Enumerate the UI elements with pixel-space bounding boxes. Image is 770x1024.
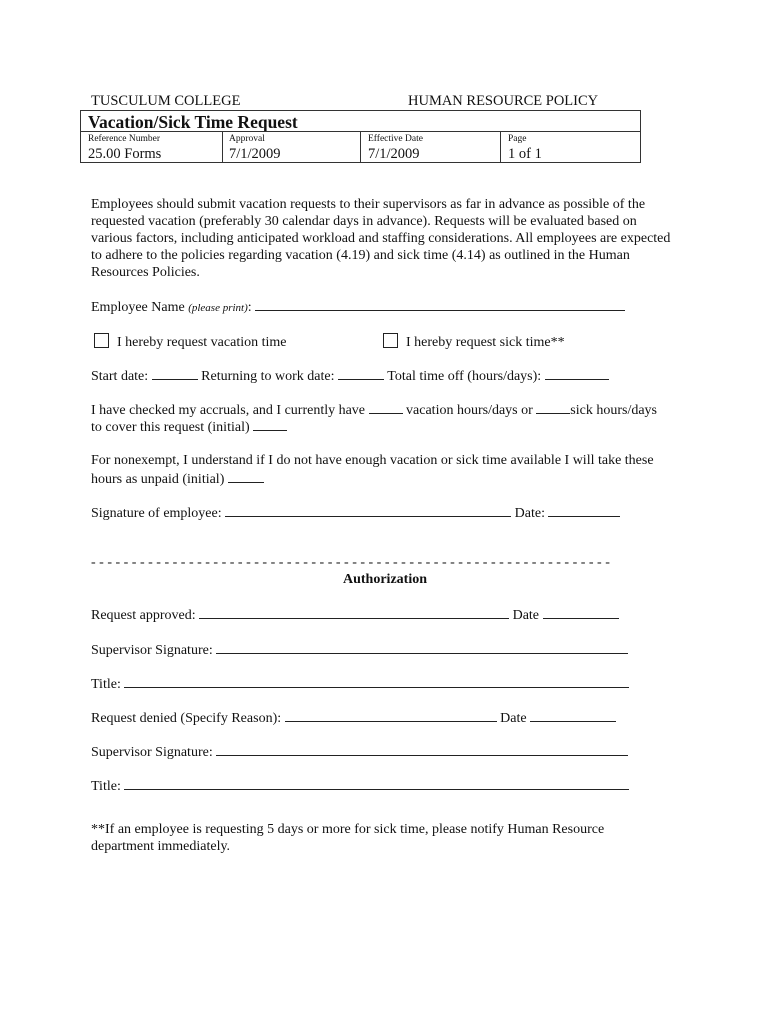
sick-checkbox-label: I hereby request sick time** — [406, 335, 565, 350]
returning-date-label: Returning to work date: — [201, 369, 335, 384]
accruals-row-2 — [91, 418, 287, 436]
signature-row — [91, 504, 620, 522]
employee-name-hint: (please print) — [188, 302, 248, 314]
employee-date-field[interactable] — [548, 504, 620, 517]
college-name: TUSCULUM COLLEGE — [91, 93, 241, 109]
title-row-2 — [91, 777, 629, 795]
employee-signature-field[interactable] — [225, 504, 511, 517]
supervisor-signature-row-1 — [91, 641, 628, 659]
sick-time-footnote: **If an employee is requesting 5 days or more for sick time, please notify Human Resource department immediately. — [91, 822, 605, 854]
denied-date-label: Date — [500, 711, 527, 726]
reference-number-label: Reference Number — [88, 134, 161, 144]
table-column-divider — [222, 131, 223, 162]
title-field-2[interactable] — [124, 777, 629, 790]
table-column-divider — [500, 131, 501, 162]
request-approved-row — [91, 606, 619, 624]
vacation-request-option[interactable] — [94, 333, 286, 351]
authorization-heading: Authorization — [343, 572, 427, 587]
supervisor-signature-label-2: Supervisor Signature: — [91, 745, 213, 760]
sick-checkbox[interactable] — [383, 333, 398, 348]
employee-name-label: Employee Name — [91, 300, 185, 315]
page-label: Page — [508, 134, 527, 144]
employee-name-colon: : — [247, 300, 252, 315]
effective-date-label: Effective Date — [368, 134, 423, 144]
nonexempt-row-2 — [91, 470, 264, 488]
vacation-checkbox-label: I hereby request vacation time — [117, 335, 287, 350]
total-time-off-label: Total time off (hours/days): — [387, 369, 542, 384]
approval-value: 7/1/2009 — [229, 146, 281, 162]
form-title: Vacation/Sick Time Request — [88, 112, 298, 132]
approval-label: Approval — [229, 134, 265, 144]
returning-date-field[interactable] — [338, 367, 384, 380]
table-column-divider — [360, 131, 361, 162]
title-label-2: Title: — [91, 779, 121, 794]
supervisor-signature-row-2 — [91, 743, 628, 761]
supervisor-signature-field-1[interactable] — [216, 641, 628, 654]
vacation-hours-field[interactable] — [369, 401, 403, 414]
policy-heading: HUMAN RESOURCE POLICY — [408, 93, 599, 109]
approved-date-label: Date — [512, 608, 540, 623]
denied-date-field[interactable] — [530, 709, 616, 722]
accruals-text-1: I have checked my accruals, and I currently have — [91, 403, 366, 418]
page-value: 1 of 1 — [508, 146, 542, 162]
accruals-text-3: sick hours/days — [570, 403, 657, 418]
supervisor-signature-field-2[interactable] — [216, 743, 628, 756]
reference-number-value: 25.00 Forms — [88, 146, 162, 162]
request-denied-row — [91, 709, 616, 727]
sick-request-option[interactable] — [383, 333, 565, 351]
supervisor-signature-label-1: Supervisor Signature: — [91, 643, 213, 658]
title-label-1: Title: — [91, 677, 121, 692]
request-approved-label: Request approved: — [91, 608, 196, 623]
accruals-text-2: vacation hours/days or — [406, 403, 533, 418]
header-table — [80, 110, 641, 163]
nonexempt-line-2: hours as unpaid (initial) — [91, 472, 225, 487]
dates-row — [91, 367, 609, 385]
approved-date-field[interactable] — [543, 606, 619, 619]
nonexempt-initial-field[interactable] — [228, 470, 264, 483]
employee-signature-label: Signature of employee: — [91, 506, 222, 521]
total-time-off-field[interactable] — [545, 367, 609, 380]
vacation-checkbox[interactable] — [94, 333, 109, 348]
start-date-label: Start date: — [91, 369, 149, 384]
section-divider: - - - - - - - - - - - - - - - - - - - - - - - - - - - - - - - - - - - - - - - - - - - - - - - - - - - - - - - - - - - - - - - - — [91, 555, 610, 570]
employee-name-field[interactable] — [255, 298, 625, 311]
intro-paragraph: Employees should submit vacation requests to their supervisors as far in advance as possible of the requested vacation (preferably 30 calendar days in advance). Requests will be evaluated based on various factors, including anticipated workload and staffing considerations. All employees are expected to adhere to the policies regarding vacation (4.19) and sick time (4.14) as outlined in the Human Resources Policies. — [91, 197, 671, 280]
request-denied-label: Request denied (Specify Reason): — [91, 711, 282, 726]
accruals-text-4: to cover this request (initial) — [91, 420, 250, 435]
nonexempt-line-1: For nonexempt, I understand if I do not have enough vacation or sick time available I will take these — [91, 453, 654, 468]
accruals-initial-field[interactable] — [253, 418, 287, 431]
accruals-row — [91, 401, 657, 419]
effective-date-value: 7/1/2009 — [368, 146, 420, 162]
request-approved-field[interactable] — [199, 606, 509, 619]
request-denied-field[interactable] — [285, 709, 497, 722]
start-date-field[interactable] — [152, 367, 198, 380]
title-field-1[interactable] — [124, 675, 629, 688]
employee-date-label: Date: — [514, 506, 545, 521]
employee-name-row — [91, 298, 625, 316]
title-row-1 — [91, 675, 629, 693]
sick-hours-field[interactable] — [536, 401, 570, 414]
